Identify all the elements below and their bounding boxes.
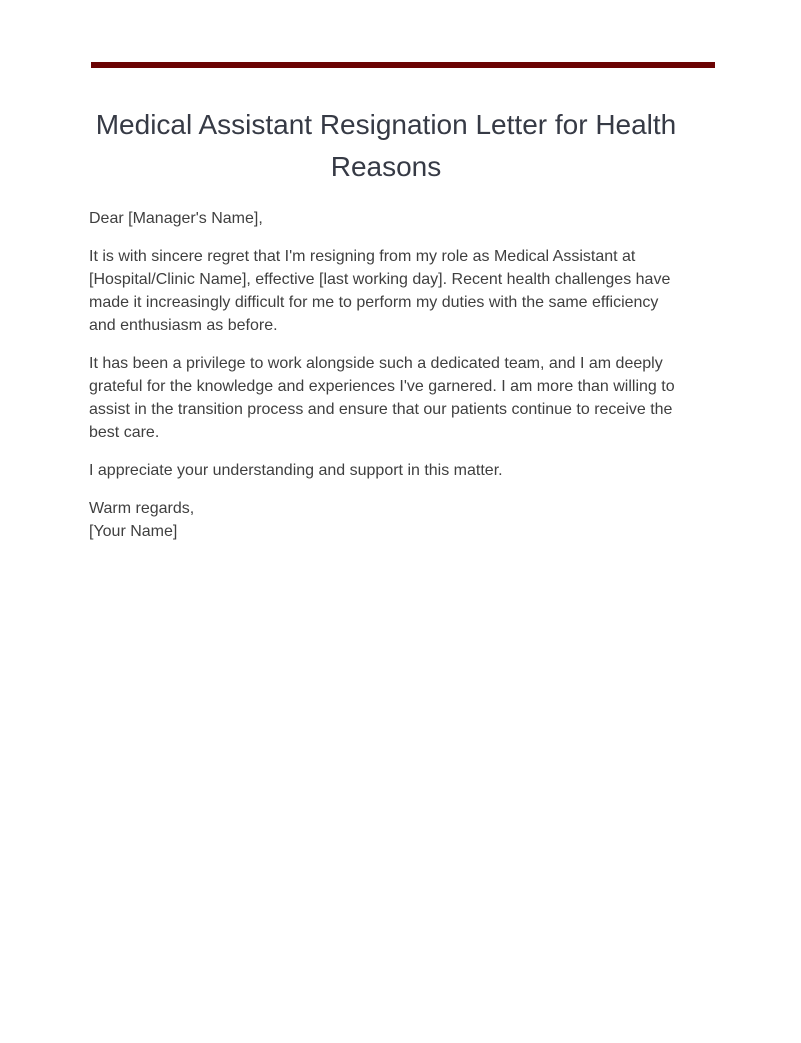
salutation: Dear [Manager's Name],: [89, 210, 263, 227]
letter-title: Medical Assistant Resignation Letter for Health Reasons: [95, 109, 677, 182]
sign-off: [89, 497, 689, 543]
header-accent-rule: [91, 62, 715, 68]
letter-body: [89, 207, 689, 558]
paragraph-gratitude: It has been a privilege to work alongside such a dedicated team, and I am deeply grateful for the knowledge and experiences I've garnered. I am more than willing to assist in the transition process and ensure that our patients continue to receive the best care.: [89, 355, 675, 441]
closing: Warm regards,: [89, 500, 195, 517]
paragraph-resignation: It is with sincere regret that I'm resigning from my role as Medical Assistant at [Hospital/Clinic Name], effective [last working day]. Recent health challenges have made it increasingly difficult for me to perform my duties with the same efficiency and enthusiasm as before.: [89, 248, 671, 334]
paragraph-appreciation: I appreciate your understanding and support in this matter.: [89, 462, 503, 479]
signature: [Your Name]: [89, 523, 178, 540]
